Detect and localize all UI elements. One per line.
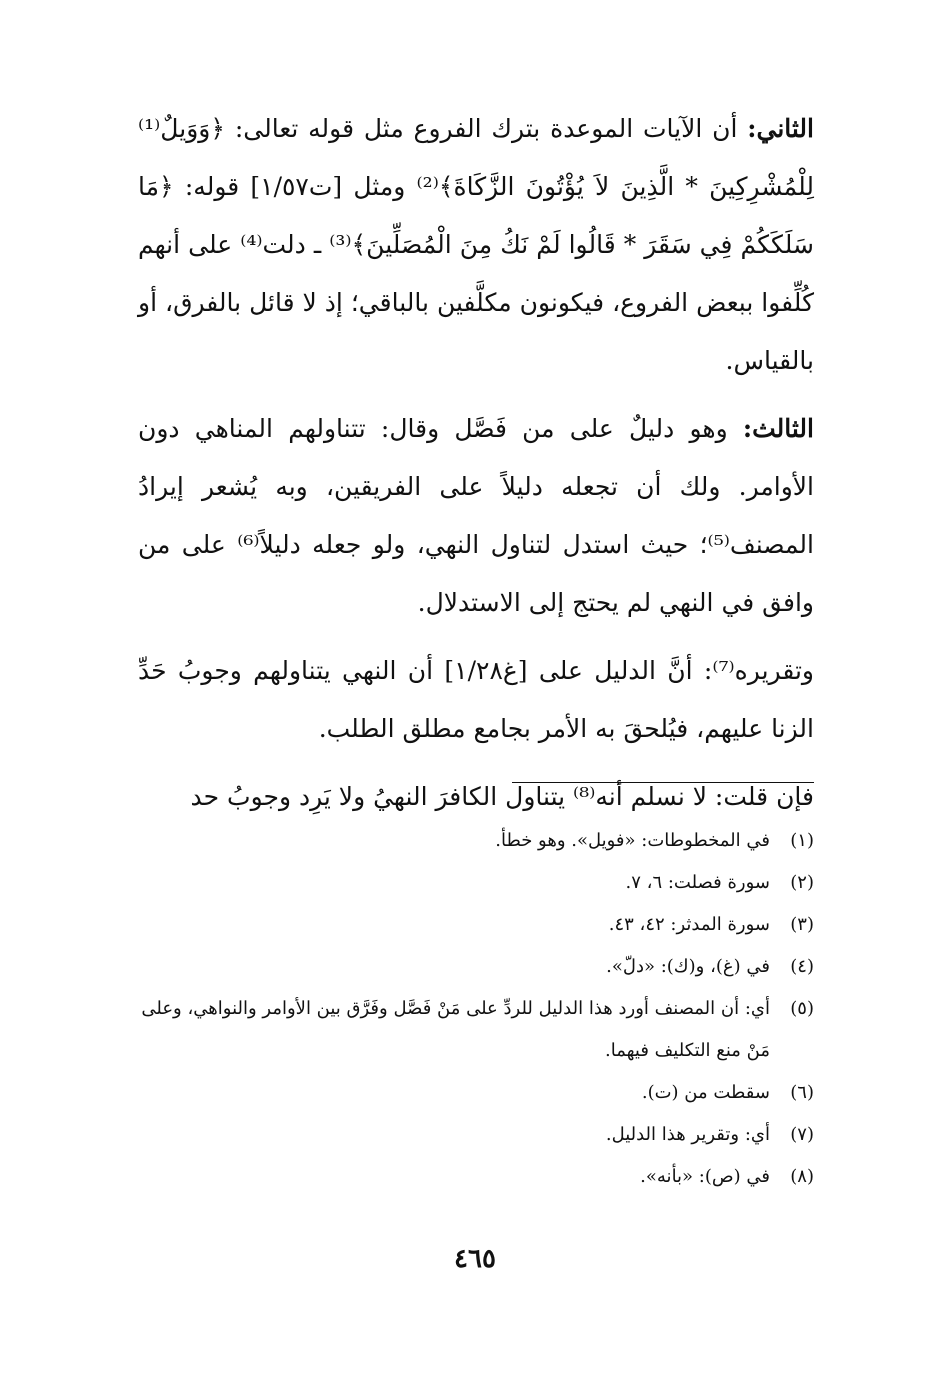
footnote [124,904,814,946]
page-number: ٤٦٥ [454,1244,496,1274]
paragraph-text: أن الآيات الموعدة بترك الفروع مثل قوله تعالى: ﴿وَوَيلٌ⁽¹⁾ لِلْمُشْرِكِينَ * الَّذِينَ لاَ يُؤْتُونَ الزَّكَاةَ﴾⁽²⁾ ومثل [ت١/٥٧] قوله: ﴿مَا سَلَكَكُمْ فِي سَقَرَ * قَالُوا لَمْ نَكُ مِنَ الْمُصَلِّينَ﴾⁽³⁾ ـ دلت⁽⁴⁾ على أنهم كُلِّفوا ببعض الفروع، فيكونون مكلَّفين بالباقي؛ إذ لا قائل بالفرق، أو بالقياس. [138,114,814,375]
paragraph-objection [138,768,814,826]
footnote [124,862,814,904]
footnote-text: سورة فصلت: ٦، ٧. [625,872,770,893]
footnote [124,1114,814,1156]
footnote-number: (٨) [790,1166,814,1187]
footnote-divider [512,782,814,783]
footnote-number: (٢) [790,872,814,893]
footnote-number: (٤) [790,956,814,977]
paragraph-text: وهو دليلٌ على من فَصَّل وقال: تتناولهم المناهي دون الأوامر. ولك أن تجعله دليلاً على الفريقين، وبه يُشعر إيرادُ المصنف⁽⁵⁾؛ حيث استدل لتناول النهي، ولو جعله دليلاً⁽⁶⁾ على من وافق في النهي لم يحتج إلى الاستدلال. [138,414,814,617]
footnote-text: أي: وتقرير هذا الدليل. [605,1124,770,1145]
footnote-number: (٣) [790,914,814,935]
footnote-text: سورة المدثر: ٤٢، ٤٣. [608,914,770,935]
paragraph-explanation [138,642,814,758]
paragraph-second [138,100,814,390]
paragraph-text: وتقريره⁽⁷⁾: أنَّ الدليل على [غ١/٢٨] أن النهي يتناولهم وجوبُ حَدِّ الزنا عليهم، فيُلحقَ به الأمر بجامع مطلق الطلب. [138,656,814,743]
footnote-text: في (ص): «بأنه». [640,1166,770,1187]
main-text [138,100,814,836]
footnote [124,1156,814,1198]
footnote-number: (٧) [790,1124,814,1145]
paragraph-text: فإن قلت: لا نسلم أنه⁽⁸⁾ يتناول الكافرَ النهيُ ولا يَرِد وجوبُ حد [190,782,814,811]
footnote-number: (٦) [790,1082,814,1103]
footnote-number: (٥) [790,998,814,1019]
footnote-text: سقطت من (ت). [641,1082,770,1103]
footnote-number: (١) [790,830,814,851]
paragraph-lead: الثالث: [742,414,814,443]
footnote-text: أي: أن المصنف أورد هذا الدليل للردِّ على مَنْ فَصَّل وفَرَّق بين الأوامر والنواهي، وعلى مَنْ منع التكليف فيهما. [141,998,770,1061]
footnote [124,820,814,862]
footnote [124,1072,814,1114]
footnote-text: في المخطوطات: «فويل». وهو خطأ. [495,830,770,851]
footnote [124,988,814,1072]
footnote [124,946,814,988]
footnotes [124,820,814,1198]
paragraph-third [138,400,814,632]
paragraph-lead: الثاني: [747,114,814,143]
footnote-text: في (غ)، و(ك): «دلّ». [606,956,770,977]
